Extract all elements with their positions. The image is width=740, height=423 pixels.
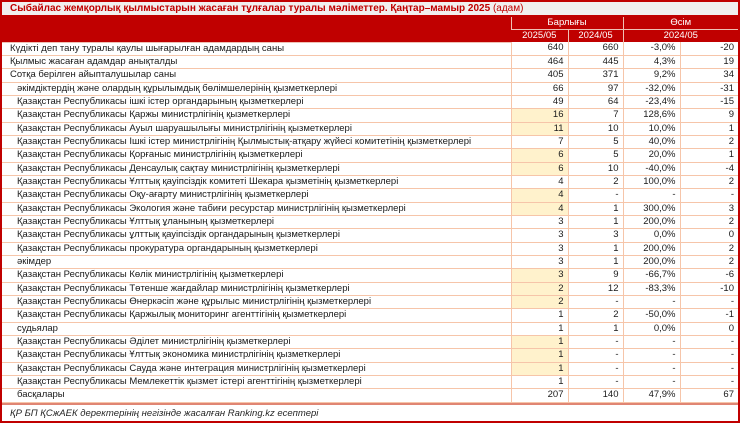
cell-growth-abs: 34	[680, 69, 738, 82]
table-row	[2, 122, 738, 135]
table-row	[2, 82, 738, 95]
cell-growth-pct: -	[623, 296, 680, 309]
cell-growth-pct: -40,0%	[623, 162, 680, 175]
table-row	[2, 55, 738, 68]
table-row	[2, 336, 738, 349]
row-label: Қазақстан Республикасы Ішкі істер министрлігінің Қылмыстық-атқару жүйесі комитетінің қызметкерлері	[2, 135, 511, 148]
cell-2025-05: 1	[511, 349, 568, 362]
cell-growth-pct: -	[623, 189, 680, 202]
cell-2025-05: 2	[511, 296, 568, 309]
table-row	[2, 189, 738, 202]
cell-2024-05: 97	[568, 82, 623, 95]
cell-2024-05: 3	[568, 229, 623, 242]
cell-growth-abs: 0	[680, 322, 738, 335]
cell-growth-abs: -6	[680, 269, 738, 282]
cell-growth-pct: 200,0%	[623, 256, 680, 269]
cell-2025-05: 1	[511, 322, 568, 335]
row-label: Қазақстан Республикасы Әділет министрлігінің қызметкерлері	[2, 336, 511, 349]
cell-2025-05: 3	[511, 229, 568, 242]
cell-2024-05: 5	[568, 135, 623, 148]
corner-header-cell	[2, 17, 511, 42]
row-label: Күдікті деп тану туралы қаулы шығарылған адамдардың саны	[2, 42, 511, 55]
row-label: Қазақстан Республикасы Ауыл шаруашылығы министрлігінің қызметкерлері	[2, 122, 511, 135]
cell-growth-pct: 0,0%	[623, 229, 680, 242]
cell-2024-05: -	[568, 376, 623, 389]
source-note: ҚР БП ҚСжАЕК деректерінің негізінде жасалған Ranking.kz есептері	[2, 403, 738, 421]
cell-2024-05: -	[568, 189, 623, 202]
page-title	[2, 2, 738, 17]
table-header	[2, 17, 738, 42]
cell-growth-abs: -	[680, 349, 738, 362]
col-group-total: Барлығы	[511, 17, 623, 30]
cell-2025-05: 66	[511, 82, 568, 95]
cell-2025-05: 1	[511, 336, 568, 349]
cell-2025-05: 7	[511, 135, 568, 148]
table-row	[2, 376, 738, 389]
row-label: Сотқа берілген айыпталушылар саны	[2, 69, 511, 82]
cell-2024-05: 1	[568, 242, 623, 255]
row-label: Қазақстан Республикасы Ұлттық қауіпсіздік комитеті Шекара қызметінің қызметкерлері	[2, 175, 511, 188]
row-label: әкімдіктердің және олардың құрылымдық бөлімшелерінің қызметкерлері	[2, 82, 511, 95]
row-label: Қазақстан Республикасы Төтенше жағдайлар министрлігінің қызметкерлері	[2, 282, 511, 295]
row-label: Қазақстан Республикасы Қорғаныс министрлігінің қызметкерлері	[2, 149, 511, 162]
cell-growth-abs: 2	[680, 215, 738, 228]
cell-2025-05: 207	[511, 389, 568, 402]
cell-growth-pct: -66,7%	[623, 269, 680, 282]
table-row	[2, 109, 738, 122]
cell-2024-05: 12	[568, 282, 623, 295]
cell-growth-pct: 10,0%	[623, 122, 680, 135]
cell-growth-abs: -10	[680, 282, 738, 295]
table-row	[2, 69, 738, 82]
cell-growth-abs: 9	[680, 109, 738, 122]
cell-2024-05: 1	[568, 215, 623, 228]
row-label: Қазақстан Республикасы Қаржылық мониторинг агенттігінің қызметкерлері	[2, 309, 511, 322]
table-row	[2, 362, 738, 375]
cell-2025-05: 11	[511, 122, 568, 135]
table-row	[2, 162, 738, 175]
cell-2025-05: 6	[511, 162, 568, 175]
cell-growth-abs: -15	[680, 95, 738, 108]
cell-growth-pct: -	[623, 362, 680, 375]
cell-2025-05: 2	[511, 282, 568, 295]
table-row	[2, 269, 738, 282]
row-label: Қазақстан Республикасы Денсаулық сақтау министрлігінің қызметкерлері	[2, 162, 511, 175]
cell-2025-05: 464	[511, 55, 568, 68]
cell-2025-05: 49	[511, 95, 568, 108]
cell-growth-abs: 1	[680, 122, 738, 135]
subheader-2025-05: 2025/05	[511, 30, 568, 43]
row-label: әкімдер	[2, 256, 511, 269]
table-row	[2, 95, 738, 108]
cell-growth-abs: -31	[680, 82, 738, 95]
row-label: Қылмыс жасаған адамдар анықталды	[2, 55, 511, 68]
cell-2024-05: -	[568, 362, 623, 375]
row-label: Қазақстан Республикасы Ұлттық ұланының қызметкерлері	[2, 215, 511, 228]
row-label: Қазақстан Республикасы прокуратура органдарының қызметкерлері	[2, 242, 511, 255]
cell-growth-pct: 4,3%	[623, 55, 680, 68]
cell-2024-05: -	[568, 296, 623, 309]
cell-2025-05: 4	[511, 202, 568, 215]
cell-2025-05: 4	[511, 189, 568, 202]
cell-growth-abs: 2	[680, 242, 738, 255]
cell-2024-05: -	[568, 336, 623, 349]
table-row	[2, 175, 738, 188]
cell-2025-05: 4	[511, 175, 568, 188]
table-row	[2, 296, 738, 309]
table-row	[2, 282, 738, 295]
table-row	[2, 215, 738, 228]
cell-growth-pct: -83,3%	[623, 282, 680, 295]
cell-growth-pct: 0,0%	[623, 322, 680, 335]
cell-2024-05: 64	[568, 95, 623, 108]
row-label: басқалары	[2, 389, 511, 402]
cell-growth-abs: -1	[680, 309, 738, 322]
cell-growth-pct: 40,0%	[623, 135, 680, 148]
cell-growth-abs: 1	[680, 149, 738, 162]
cell-growth-pct: 47,9%	[623, 389, 680, 402]
cell-2024-05: 10	[568, 122, 623, 135]
subheader-growth-2024-05: 2024/05	[623, 30, 738, 43]
cell-growth-abs: 2	[680, 175, 738, 188]
cell-2025-05: 640	[511, 42, 568, 55]
table-row	[2, 149, 738, 162]
row-label: Қазақстан Республикасы Көлік министрлігінің қызметкерлері	[2, 269, 511, 282]
row-label: судьялар	[2, 322, 511, 335]
table-row	[2, 42, 738, 55]
cell-growth-pct: -3,0%	[623, 42, 680, 55]
row-label: Қазақстан Республикасы Оқу-ағарту министрлігінің қызметкерлері	[2, 189, 511, 202]
row-label: Қазақстан Республикасы Экология және табиғи ресурстар министрлігінің қызметкерлері	[2, 202, 511, 215]
cell-2024-05: 7	[568, 109, 623, 122]
row-label: Қазақстан Республикасы Мемлекеттік қызмет істері агенттігінің қызметкерлері	[2, 376, 511, 389]
cell-2025-05: 1	[511, 309, 568, 322]
cell-growth-abs: 3	[680, 202, 738, 215]
row-label: Қазақстан Республикасы Сауда және интеграция министрлігінің қызметкерлері	[2, 362, 511, 375]
cell-growth-pct: -32,0%	[623, 82, 680, 95]
data-table	[2, 17, 738, 403]
cell-2025-05: 3	[511, 242, 568, 255]
table-row	[2, 322, 738, 335]
cell-growth-abs: 19	[680, 55, 738, 68]
cell-growth-pct: 300,0%	[623, 202, 680, 215]
cell-growth-pct: -23,4%	[623, 95, 680, 108]
cell-2024-05: -	[568, 349, 623, 362]
cell-2024-05: 5	[568, 149, 623, 162]
cell-2024-05: 660	[568, 42, 623, 55]
cell-2025-05: 16	[511, 109, 568, 122]
cell-2025-05: 3	[511, 269, 568, 282]
cell-growth-pct: 100,0%	[623, 175, 680, 188]
cell-2025-05: 1	[511, 376, 568, 389]
cell-growth-abs: 0	[680, 229, 738, 242]
cell-growth-abs: -	[680, 336, 738, 349]
cell-2024-05: 9	[568, 269, 623, 282]
table-row	[2, 389, 738, 402]
cell-2025-05: 3	[511, 256, 568, 269]
cell-growth-pct: -	[623, 349, 680, 362]
cell-2025-05: 6	[511, 149, 568, 162]
cell-growth-pct: -50,0%	[623, 309, 680, 322]
cell-2025-05: 1	[511, 362, 568, 375]
table-row	[2, 349, 738, 362]
cell-2025-05: 3	[511, 215, 568, 228]
cell-growth-abs: 2	[680, 135, 738, 148]
col-group-growth: Өсім	[623, 17, 738, 30]
cell-2024-05: 2	[568, 175, 623, 188]
row-label: Қазақстан Республикасы ішкі істер органдарының қызметкерлері	[2, 95, 511, 108]
row-label: Қазақстан Республикасы Өнеркәсіп және құрылыс министрлігінің қызметкерлері	[2, 296, 511, 309]
cell-growth-abs: -	[680, 296, 738, 309]
cell-2024-05: 2	[568, 309, 623, 322]
cell-2024-05: 1	[568, 256, 623, 269]
page-title-main: Сыбайлас жемқорлық қылмыстарын жасаған тұлғалар туралы мәліметтер. Қаңтар–мамыр 2025	[10, 3, 491, 14]
cell-growth-abs: -	[680, 376, 738, 389]
subheader-2024-05: 2024/05	[568, 30, 623, 43]
cell-2025-05: 405	[511, 69, 568, 82]
cell-growth-pct: 128,6%	[623, 109, 680, 122]
table-row	[2, 309, 738, 322]
cell-growth-pct: -	[623, 336, 680, 349]
cell-2024-05: 10	[568, 162, 623, 175]
cell-2024-05: 1	[568, 202, 623, 215]
cell-2024-05: 140	[568, 389, 623, 402]
cell-growth-abs: -	[680, 362, 738, 375]
cell-growth-pct: -	[623, 376, 680, 389]
row-label: Қазақстан Республикасы Қаржы министрлігінің қызметкерлері	[2, 109, 511, 122]
cell-growth-abs: -	[680, 189, 738, 202]
cell-2024-05: 445	[568, 55, 623, 68]
cell-growth-abs: 67	[680, 389, 738, 402]
page-title-unit: (адам)	[492, 3, 524, 14]
cell-2024-05: 371	[568, 69, 623, 82]
cell-growth-pct: 9,2%	[623, 69, 680, 82]
cell-growth-pct: 200,0%	[623, 242, 680, 255]
cell-2024-05: 1	[568, 322, 623, 335]
table-body	[2, 42, 738, 402]
cell-growth-pct: 200,0%	[623, 215, 680, 228]
cell-growth-abs: -20	[680, 42, 738, 55]
table-row	[2, 242, 738, 255]
table-row	[2, 202, 738, 215]
table-row	[2, 256, 738, 269]
cell-growth-abs: 2	[680, 256, 738, 269]
cell-growth-abs: -4	[680, 162, 738, 175]
table-row	[2, 135, 738, 148]
table-row	[2, 229, 738, 242]
row-label: Қазақстан Республикасы Ұлттық экономика министрлігінің қызметкерлері	[2, 349, 511, 362]
cell-growth-pct: 20,0%	[623, 149, 680, 162]
row-label: Қазақстан Республикасы ұлттық қауіпсіздік органдарының қызметкерлері	[2, 229, 511, 242]
